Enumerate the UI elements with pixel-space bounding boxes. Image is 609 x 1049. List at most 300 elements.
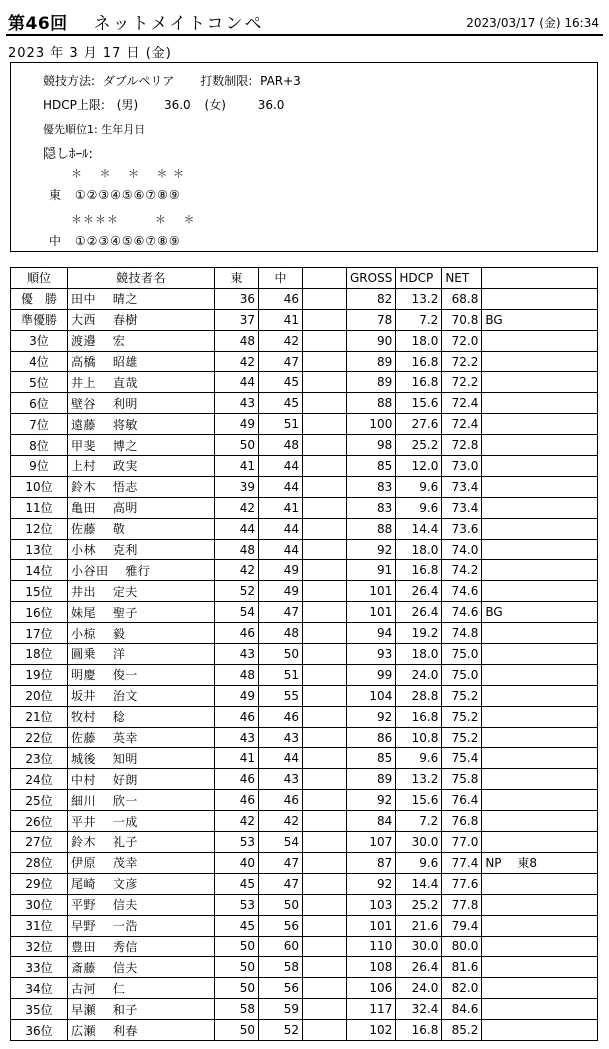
table-row (11, 497, 598, 518)
player-name: 豊田 秀信 (68, 936, 215, 957)
blank-cell (303, 936, 347, 957)
player-name: 佐藤 敬 (68, 518, 215, 539)
east-score: 42 (215, 560, 259, 581)
rank-cell: 4位 (11, 351, 68, 372)
east-score: 40 (215, 852, 259, 873)
net-score: 74.8 (442, 623, 482, 644)
player-name: 井出 定夫 (68, 581, 215, 602)
note-cell (482, 685, 598, 706)
player-name: 妹尾 聖子 (68, 602, 215, 623)
player-name: 早瀬 和子 (68, 999, 215, 1020)
rank-cell: 32位 (11, 936, 68, 957)
hdcp-value: 9.6 (396, 748, 442, 769)
hdcp-value: 26.4 (396, 602, 442, 623)
note-cell (482, 999, 598, 1020)
method-label: 競技方法: (43, 74, 96, 88)
hdcp-value: 13.2 (396, 288, 442, 309)
rank-cell: 36位 (11, 1020, 68, 1041)
table-row (11, 873, 598, 894)
gross-score: 82 (347, 288, 396, 309)
east-course (49, 186, 181, 203)
mid-score: 56 (259, 915, 303, 936)
net-score: 75.4 (442, 748, 482, 769)
east-score: 50 (215, 936, 259, 957)
title-number: 第46回 (8, 14, 68, 34)
player-name: 平井 一成 (68, 811, 215, 832)
gross-score: 85 (347, 456, 396, 477)
blank-cell (303, 957, 347, 978)
mid-score: 44 (259, 518, 303, 539)
header-rank: 順位 (11, 268, 68, 289)
player-name: 明慶 俊一 (68, 664, 215, 685)
player-name: 亀田 高明 (68, 497, 215, 518)
mid-score: 54 (259, 832, 303, 853)
net-score: 75.8 (442, 769, 482, 790)
hdcp-value: 13.2 (396, 769, 442, 790)
note-cell (482, 539, 598, 560)
gross-score: 103 (347, 894, 396, 915)
header-hdcp: HDCP (396, 268, 442, 289)
rank-cell: 12位 (11, 518, 68, 539)
hdcp-value: 14.4 (396, 873, 442, 894)
hdcp-value: 16.8 (396, 372, 442, 393)
hdcp-value: 7.2 (396, 309, 442, 330)
rank-cell: 7位 (11, 414, 68, 435)
gross-score: 89 (347, 372, 396, 393)
table-row (11, 832, 598, 853)
header-east: 東 (215, 268, 259, 289)
hdcp-value: 24.0 (396, 664, 442, 685)
gross-score: 101 (347, 915, 396, 936)
gross-score: 99 (347, 664, 396, 685)
table-row (11, 978, 598, 999)
hdcp-value: 25.2 (396, 894, 442, 915)
player-name: 広瀬 利春 (68, 1020, 215, 1041)
gross-score: 92 (347, 706, 396, 727)
mid-score: 45 (259, 372, 303, 393)
note-cell (482, 873, 598, 894)
note-cell (482, 435, 598, 456)
net-score: 76.8 (442, 811, 482, 832)
player-name: 佐藤 英幸 (68, 727, 215, 748)
mid-score: 44 (259, 476, 303, 497)
blank-cell (303, 602, 347, 623)
table-row (11, 811, 598, 832)
rank-cell: 15位 (11, 581, 68, 602)
hdcp-value: 25.2 (396, 435, 442, 456)
net-score: 84.6 (442, 999, 482, 1020)
east-score: 44 (215, 372, 259, 393)
note-cell (482, 497, 598, 518)
gross-score: 88 (347, 518, 396, 539)
note-cell: NP 東8 (482, 852, 598, 873)
net-score: 73.4 (442, 476, 482, 497)
net-score: 72.4 (442, 414, 482, 435)
mid-score: 49 (259, 581, 303, 602)
player-name: 大西 春樹 (68, 309, 215, 330)
table-row (11, 915, 598, 936)
hdcp-value: 15.6 (396, 393, 442, 414)
gross-score: 89 (347, 769, 396, 790)
east-score: 50 (215, 957, 259, 978)
female-label: (女) (204, 98, 226, 112)
table-row (11, 769, 598, 790)
rank-cell: 27位 (11, 832, 68, 853)
hdcp-value: 7.2 (396, 811, 442, 832)
rank-cell: 8位 (11, 435, 68, 456)
table-header-row (11, 268, 598, 289)
east-score: 49 (215, 685, 259, 706)
east-score: 41 (215, 748, 259, 769)
hdcp-value: 15.6 (396, 790, 442, 811)
blank-cell (303, 393, 347, 414)
rank-cell: 11位 (11, 497, 68, 518)
table-row (11, 644, 598, 665)
blank-cell (303, 790, 347, 811)
note-cell (482, 518, 598, 539)
male-value: 36.0 (163, 98, 191, 112)
mid-score: 46 (259, 288, 303, 309)
blank-cell (303, 727, 347, 748)
print-timestamp: 2023/03/17 (金) 16:34 (466, 16, 599, 30)
note-cell (482, 581, 598, 602)
header-net: NET (442, 268, 482, 289)
note-cell (482, 915, 598, 936)
mid-score: 42 (259, 330, 303, 351)
blank-cell (303, 623, 347, 644)
gross-score: 85 (347, 748, 396, 769)
blank-cell (303, 309, 347, 330)
east-score: 49 (215, 414, 259, 435)
rank-cell: 24位 (11, 769, 68, 790)
note-cell (482, 351, 598, 372)
net-score: 80.0 (442, 936, 482, 957)
net-score: 73.6 (442, 518, 482, 539)
east-score: 48 (215, 539, 259, 560)
blank-cell (303, 769, 347, 790)
east-score: 58 (215, 999, 259, 1020)
east-score: 54 (215, 602, 259, 623)
rank-cell: 29位 (11, 873, 68, 894)
hdcp-value: 21.6 (396, 915, 442, 936)
mid-score: 52 (259, 1020, 303, 1041)
player-name: 細川 欣一 (68, 790, 215, 811)
table-row (11, 372, 598, 393)
east-score: 48 (215, 330, 259, 351)
note-cell (482, 560, 598, 581)
rank-cell: 30位 (11, 894, 68, 915)
east-holes: ①②③④⑤⑥⑦⑧⑨ (74, 188, 181, 202)
blank-cell (303, 894, 347, 915)
gross-score: 107 (347, 832, 396, 853)
table-row (11, 393, 598, 414)
gross-score: 83 (347, 497, 396, 518)
blank-cell (303, 351, 347, 372)
net-score: 72.2 (442, 351, 482, 372)
mid-score: 51 (259, 414, 303, 435)
mid-score: 45 (259, 393, 303, 414)
rank-cell: 6位 (11, 393, 68, 414)
note-cell (482, 706, 598, 727)
east-score: 50 (215, 1020, 259, 1041)
east-score: 50 (215, 435, 259, 456)
note-cell (482, 894, 598, 915)
hdcp-value: 18.0 (396, 539, 442, 560)
table-row (11, 664, 598, 685)
player-name: 中村 好朗 (68, 769, 215, 790)
priority-line: 優先順位1: 生年月日 (43, 123, 146, 136)
hdcp-value: 9.6 (396, 476, 442, 497)
player-name: 早野 一浩 (68, 915, 215, 936)
hdcp-value: 30.0 (396, 936, 442, 957)
hdcp-value: 27.6 (396, 414, 442, 435)
mid-score: 51 (259, 664, 303, 685)
mid-label: 中 (49, 234, 62, 248)
header-mid: 中 (259, 268, 303, 289)
mid-score: 44 (259, 748, 303, 769)
table-row (11, 957, 598, 978)
mid-score: 48 (259, 623, 303, 644)
net-score: 76.4 (442, 790, 482, 811)
net-score: 81.6 (442, 957, 482, 978)
rank-cell: 13位 (11, 539, 68, 560)
rank-cell: 10位 (11, 476, 68, 497)
hidden-holes-label: 隠しﾎｰﾙ: (43, 147, 93, 162)
gross-score: 84 (347, 811, 396, 832)
east-score: 46 (215, 769, 259, 790)
rank-cell: 23位 (11, 748, 68, 769)
blank-cell (303, 539, 347, 560)
male-label: (男) (116, 98, 139, 112)
hdcp-value: 18.0 (396, 330, 442, 351)
blank-cell (303, 915, 347, 936)
net-score: 77.0 (442, 832, 482, 853)
hdcp-value: 16.8 (396, 1020, 442, 1041)
blank-cell (303, 832, 347, 853)
hdcp-value: 16.8 (396, 351, 442, 372)
hdcp-value: 16.8 (396, 706, 442, 727)
net-score: 85.2 (442, 1020, 482, 1041)
mid-holes: ①②③④⑤⑥⑦⑧⑨ (74, 234, 181, 248)
player-name: 小椋 毅 (68, 623, 215, 644)
east-score: 42 (215, 351, 259, 372)
net-score: 75.0 (442, 664, 482, 685)
hdcp-value: 9.6 (396, 852, 442, 873)
note-cell (482, 811, 598, 832)
blank-cell (303, 414, 347, 435)
mid-score: 59 (259, 999, 303, 1020)
table-row (11, 456, 598, 477)
mid-score: 44 (259, 539, 303, 560)
mid-score: 55 (259, 685, 303, 706)
gross-score: 117 (347, 999, 396, 1020)
mid-score: 43 (259, 769, 303, 790)
mid-score: 44 (259, 456, 303, 477)
gross-score: 89 (347, 351, 396, 372)
blank-cell (303, 664, 347, 685)
rank-cell: 20位 (11, 685, 68, 706)
player-name: 鈴木 悟志 (68, 476, 215, 497)
rules-box (10, 62, 598, 252)
gross-score: 92 (347, 873, 396, 894)
gross-score: 101 (347, 581, 396, 602)
mid-score: 41 (259, 497, 303, 518)
rank-cell: 35位 (11, 999, 68, 1020)
blank-cell (303, 518, 347, 539)
east-score: 39 (215, 476, 259, 497)
note-cell (482, 727, 598, 748)
note-cell (482, 978, 598, 999)
player-name: 渡邉 宏 (68, 330, 215, 351)
mid-score: 47 (259, 873, 303, 894)
mid-score: 58 (259, 957, 303, 978)
net-score: 72.8 (442, 435, 482, 456)
note-cell (482, 769, 598, 790)
gross-score: 110 (347, 936, 396, 957)
east-score: 36 (215, 288, 259, 309)
net-score: 77.6 (442, 873, 482, 894)
player-name: 平野 信夫 (68, 894, 215, 915)
gross-score: 100 (347, 414, 396, 435)
rank-cell: 準優勝 (11, 309, 68, 330)
gross-score: 83 (347, 476, 396, 497)
hdcp-value: 9.6 (396, 497, 442, 518)
hdcp-value: 10.8 (396, 727, 442, 748)
player-name: 城後 知明 (68, 748, 215, 769)
blank-cell (303, 581, 347, 602)
east-score: 53 (215, 832, 259, 853)
hdcp-value: 30.0 (396, 832, 442, 853)
east-score: 46 (215, 706, 259, 727)
net-score: 82.0 (442, 978, 482, 999)
rank-cell: 28位 (11, 852, 68, 873)
rank-cell: 33位 (11, 957, 68, 978)
player-name: 小谷田 雅行 (68, 560, 215, 581)
limit-label: 打数制限: (200, 74, 253, 88)
rank-cell: 31位 (11, 915, 68, 936)
gross-score: 86 (347, 727, 396, 748)
title-name: ネットメイトコンペ (93, 14, 264, 34)
net-score: 72.4 (442, 393, 482, 414)
gross-score: 106 (347, 978, 396, 999)
note-cell (482, 936, 598, 957)
player-name: 甲斐 博之 (68, 435, 215, 456)
header-gross: GROSS (347, 268, 396, 289)
player-name: 田中 晴之 (68, 288, 215, 309)
method-line (43, 72, 301, 89)
rank-cell: 17位 (11, 623, 68, 644)
player-name: 井上 直哉 (68, 372, 215, 393)
female-value: 36.0 (257, 98, 285, 112)
east-stars: ＊ ＊ ＊ ＊ ＊ (71, 167, 185, 180)
blank-cell (303, 435, 347, 456)
note-cell (482, 664, 598, 685)
east-score: 43 (215, 644, 259, 665)
mid-score: 47 (259, 351, 303, 372)
blank-cell (303, 330, 347, 351)
blank-cell (303, 644, 347, 665)
net-score: 74.0 (442, 539, 482, 560)
hdcp-value: 14.4 (396, 518, 442, 539)
limit-value: PAR+3 (260, 74, 301, 88)
blank-cell (303, 372, 347, 393)
header-note (482, 268, 598, 289)
gross-score: 104 (347, 685, 396, 706)
player-name: 牧村 稔 (68, 706, 215, 727)
east-score: 46 (215, 623, 259, 644)
hdcp-value: 16.8 (396, 560, 442, 581)
player-name: 鈴木 礼子 (68, 832, 215, 853)
mid-score: 46 (259, 706, 303, 727)
blank-cell (303, 1020, 347, 1041)
gross-score: 93 (347, 644, 396, 665)
hdcp-value: 26.4 (396, 581, 442, 602)
hdcp-value: 28.8 (396, 685, 442, 706)
hdcp-value: 19.2 (396, 623, 442, 644)
mid-score: 47 (259, 602, 303, 623)
blank-cell (303, 685, 347, 706)
net-score: 75.2 (442, 727, 482, 748)
note-cell (482, 957, 598, 978)
hdcp-value: 18.0 (396, 644, 442, 665)
gross-score: 94 (347, 623, 396, 644)
blank-cell (303, 811, 347, 832)
table-row (11, 685, 598, 706)
table-row (11, 727, 598, 748)
note-cell (482, 1020, 598, 1041)
note-cell (482, 748, 598, 769)
player-name: 斎藤 信夫 (68, 957, 215, 978)
gross-score: 87 (347, 852, 396, 873)
header-blank (303, 268, 347, 289)
table-row (11, 351, 598, 372)
player-name: 伊原 茂幸 (68, 852, 215, 873)
gross-score: 98 (347, 435, 396, 456)
table-row (11, 539, 598, 560)
gross-score: 91 (347, 560, 396, 581)
blank-cell (303, 873, 347, 894)
mid-score: 47 (259, 852, 303, 873)
blank-cell (303, 852, 347, 873)
table-row (11, 1020, 598, 1041)
table-row (11, 309, 598, 330)
table-row (11, 288, 598, 309)
net-score: 74.6 (442, 602, 482, 623)
hdcp-line (43, 96, 284, 113)
rank-cell: 14位 (11, 560, 68, 581)
note-cell: BG (482, 309, 598, 330)
hdcp-value: 24.0 (396, 978, 442, 999)
net-score: 75.2 (442, 706, 482, 727)
table-row (11, 518, 598, 539)
gross-score: 90 (347, 330, 396, 351)
mid-score: 60 (259, 936, 303, 957)
gross-score: 108 (347, 957, 396, 978)
note-cell (482, 476, 598, 497)
note-cell (482, 288, 598, 309)
table-row (11, 706, 598, 727)
gross-score: 101 (347, 602, 396, 623)
player-name: 小林 克利 (68, 539, 215, 560)
results-table (10, 267, 598, 1041)
blank-cell (303, 999, 347, 1020)
player-name: 尾崎 文彦 (68, 873, 215, 894)
gross-score: 102 (347, 1020, 396, 1041)
table-row (11, 330, 598, 351)
gross-score: 92 (347, 790, 396, 811)
rank-cell: 5位 (11, 372, 68, 393)
mid-score: 56 (259, 978, 303, 999)
